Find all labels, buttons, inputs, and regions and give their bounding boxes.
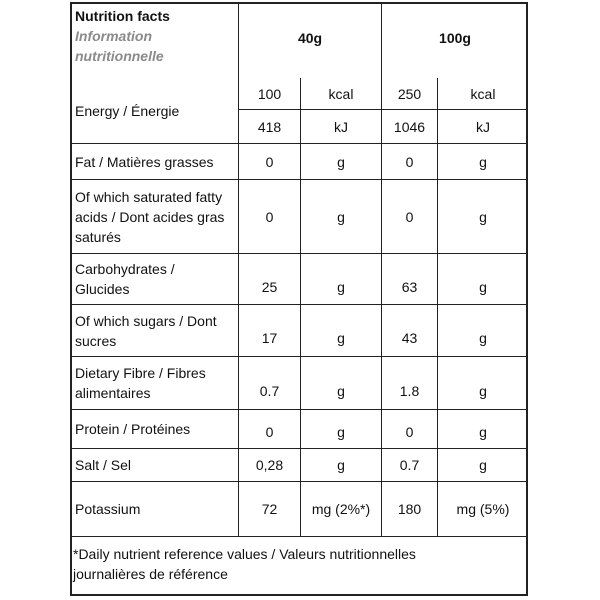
potassium-100g-value: 180 [397, 501, 422, 517]
protein-40g-unit: g [337, 424, 345, 440]
row-label-line: Of which saturated fatty [75, 188, 223, 205]
protein-100g-unit: g [479, 424, 487, 440]
saturated-fat-100g-unit: g [479, 208, 487, 225]
row-label-salt [72, 449, 238, 481]
fat-40g-value: 0 [265, 153, 274, 170]
potassium-40g-value: 72 [261, 501, 278, 517]
fat-100g-unit: g [479, 153, 487, 170]
energy-kj-100g-unit: kJ [476, 118, 490, 135]
energy-kcal-100g-unit: kcal [470, 85, 496, 102]
salt-40g-value: 0,28 [255, 457, 284, 473]
energy-kcal-40g-value: 100 [257, 85, 282, 102]
row-label-line: Dietary Fibre / Fibres [75, 365, 206, 381]
row-label-line: alimentaires [75, 385, 151, 401]
row-label-dietary-fibre [72, 357, 238, 409]
sugars-100g-unit: g [479, 330, 487, 346]
potassium-100g-unit: mg (5%) [456, 501, 510, 517]
saturated-fat-40g-value: 0 [265, 208, 274, 225]
fat-40g-unit: g [337, 153, 345, 170]
row-label-potassium [72, 482, 238, 536]
energy-kcal-100g-value: 250 [397, 85, 422, 102]
footnote-line2: journalières de référence [73, 566, 228, 582]
row-label-line: Carbohydrates / [75, 261, 175, 277]
table-subtitle-line1: Information [75, 28, 152, 44]
row-label-line: Fat / Matières grasses [75, 153, 214, 170]
sugars-100g-value: 43 [401, 330, 418, 346]
row-label-carbohydrates [72, 254, 238, 304]
carbohydrates-100g-value: 63 [401, 279, 418, 295]
footnote-line1: *Daily nutrient reference values / Valeurs nutritionnelles [73, 546, 416, 562]
row-label-protein [72, 410, 238, 448]
salt-40g-unit: g [337, 457, 345, 473]
fat-100g-value: 0 [405, 153, 414, 170]
footnote [72, 544, 528, 584]
row-label-line: Glucides [75, 281, 130, 297]
column-header-100g: 100g [439, 30, 471, 46]
dietary-fibre-40g-unit: g [337, 382, 345, 399]
energy-kj-40g-unit: kJ [334, 118, 348, 135]
dietary-fibre-100g-unit: g [479, 382, 487, 399]
row-label-line: Potassium [75, 501, 141, 517]
carbohydrates-40g-unit: g [337, 279, 345, 295]
dietary-fibre-100g-value: 1.8 [399, 382, 420, 399]
row-label-line: Of which sugars / Dont [75, 312, 217, 329]
dietary-fibre-40g-value: 0.7 [259, 382, 280, 399]
energy-kj-100g-value: 1046 [393, 118, 426, 135]
column-header-40g: 40g [297, 30, 323, 46]
energy-kcal-40g-unit: kcal [328, 85, 354, 102]
row-label-line: Protein / Protéines [75, 421, 191, 437]
row-label-sugars [72, 305, 238, 356]
row-label-fat [72, 144, 238, 179]
row-label-line: Salt / Sel [75, 457, 132, 473]
protein-40g-value: 0 [265, 424, 274, 440]
carbohydrates-40g-value: 25 [261, 279, 278, 295]
row-label-line: acids / Dont acides gras [75, 208, 225, 225]
row-label-line: sucres [75, 332, 117, 349]
saturated-fat-40g-unit: g [337, 208, 345, 225]
potassium-40g-unit: mg (2%*) [311, 501, 371, 517]
energy-kj-40g-value: 418 [257, 118, 282, 135]
row-label-line: saturés [75, 228, 121, 245]
carbohydrates-100g-unit: g [479, 279, 487, 295]
energy-label: Energy / Énergie [75, 102, 180, 119]
table-title: Nutrition facts [75, 8, 170, 24]
table-subtitle-line2: nutritionnelle [75, 48, 164, 64]
saturated-fat-100g-value: 0 [405, 208, 414, 225]
protein-100g-value: 0 [405, 424, 414, 440]
salt-100g-unit: g [479, 457, 487, 473]
row-label-saturated-fat [72, 180, 238, 253]
salt-100g-value: 0.7 [399, 457, 420, 473]
sugars-40g-unit: g [337, 330, 345, 346]
row-divider [72, 536, 528, 537]
nutrition-facts-table [70, 2, 528, 596]
sugars-40g-value: 17 [261, 330, 278, 346]
